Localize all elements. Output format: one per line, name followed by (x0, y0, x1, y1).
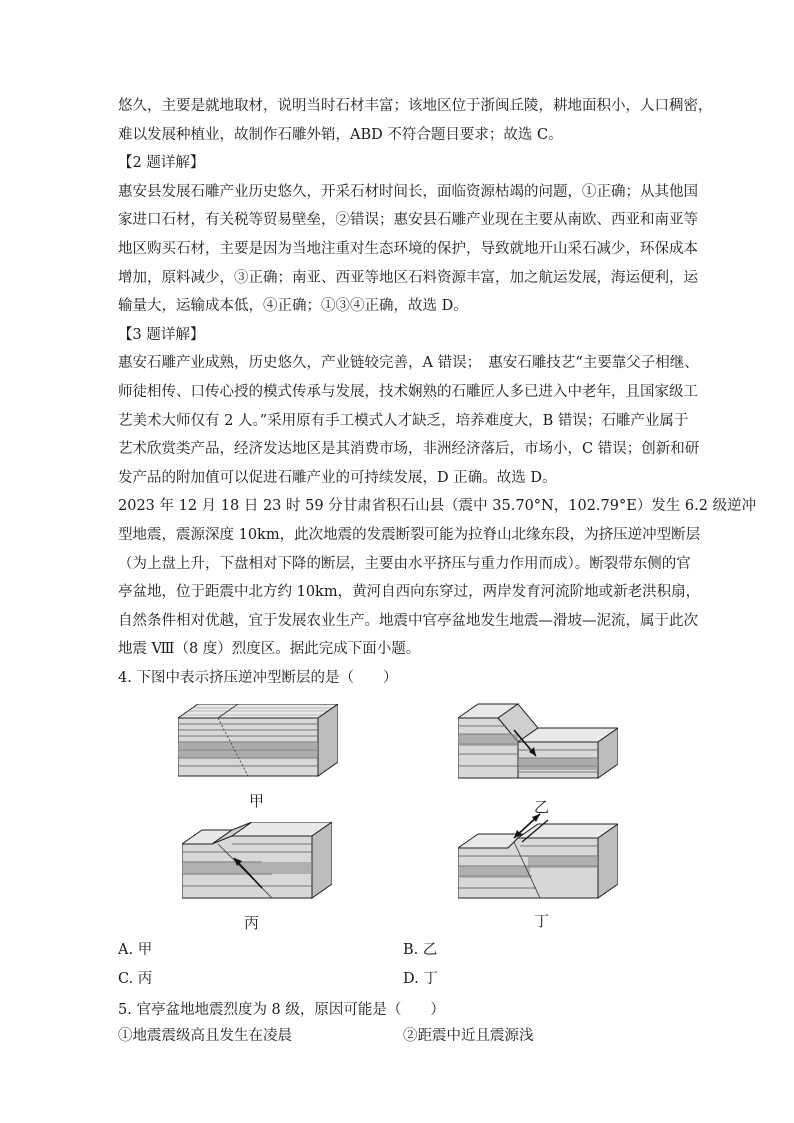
q5-stem: 5. 官亭盆地地震烈度为 8 级，原因可能是（ ） (118, 1001, 445, 1018)
label-ding: 丁 (534, 912, 550, 931)
q4-option-b[interactable]: B. 乙 (403, 942, 438, 959)
text-line: 地区购买石材，主要是因为当地注重对生态环境的保护，导致就地开山采石减少，环保成本 (118, 240, 698, 257)
text-line: 2023 年 12 月 18 日 23 时 59 分甘肃省积石山县（震中 35.70°N，102.79°E）发生 6.2 级逆冲 (118, 498, 757, 515)
text-line: 发产品的附加值可以促进石雕产业的可持续发展，D 正确。故选 D。 (118, 469, 557, 486)
fault-diagram-yi (458, 700, 618, 786)
fault-figure (118, 704, 688, 936)
text-line: 难以发展种植业，故制作石雕外销，ABD 不符合题目要求；故选 C。 (118, 126, 563, 143)
text-line: 悠久，主要是就地取材，说明当时石材丰富；该地区位于浙闽丘陵，耕地面积小，人口稠密， (118, 98, 713, 114)
text-line: 艺美术大师仅有 2 人。”采用原有手工模式人才缺乏，培养难度大，B 错误；石雕产业属于 (118, 412, 689, 429)
text-line: 输量大，运输成本低，④正确；①③④正确，故选 D。 (118, 298, 468, 315)
q4-options (118, 938, 688, 1052)
text-line: 4. 下图中表示挤压逆冲型断层的是（ ） (118, 669, 398, 686)
label-jia: 甲 (249, 792, 265, 811)
q4-option-d[interactable]: D. 丁 (403, 971, 438, 988)
text-line: 【3 题详解】 (118, 326, 205, 343)
text-line: 亭盆地，位于距震中北方约 10km，黄河自西向东穿过，两岸发育河流阶地或新老洪积扇， (118, 584, 701, 601)
body-text (118, 92, 757, 692)
text-line: （为上盘上升，下盘相对下降的断层，主要由水平挤压与重力作用而成）。断裂带东侧的官 (118, 555, 691, 572)
text-line: 自然条件相对优越，宜于发展农业生产。地震中官亭盆地发生地震—滑坡—泥流，属于此次 (118, 612, 698, 629)
text-line: 型地震，震源深度 10km，此次地震的发震断裂可能为拉脊山北缘东段，为挤压逆冲型断层 (118, 526, 701, 543)
text-line: 惠安县发展石雕产业历史悠久，开采石材时间长，面临资源枯竭的问题，①正确；从其他国 (118, 183, 698, 200)
text-line: 家进口石材，有关税等贸易壁垒，②错误；惠安县石雕产业现在主要从南欧、西亚和南亚等 (118, 212, 698, 229)
label-bing: 丙 (244, 914, 260, 933)
text-line: 地震 Ⅷ（8 度）烈度区。据此完成下面小题。 (118, 641, 421, 658)
fault-diagram-bing (182, 822, 332, 904)
text-line: 师徒相传、口传心授的模式传承与发展，技术娴熟的石雕匠人多已进入中老年，且国家级工 (118, 383, 698, 400)
q4-option-a[interactable]: A. 甲 (118, 942, 153, 959)
fault-diagram-jia (178, 704, 338, 784)
text-line: 惠安石雕产业成熟，历史悠久，产业链较完善，A 错误； 惠安石雕技艺“主要靠父子相继、 (118, 355, 699, 372)
q5-item-1[interactable]: ①地震震级高且发生在凌晨 (118, 1028, 292, 1045)
text-line: 增加，原料减少，③正确；南亚、西亚等地区石料资源丰富，加之航运发展，海运便利，运 (118, 269, 698, 286)
fault-diagram-ding (458, 812, 618, 906)
text-line: 【2 题详解】 (118, 155, 205, 172)
page-content (118, 92, 757, 1053)
text-line: 艺术欣赏类产品，经济发达地区是其消费市场，非洲经济落后，市场小，C 错误；创新和研 (118, 441, 700, 458)
q4-option-c[interactable]: C. 丙 (118, 971, 153, 988)
q5-item-2[interactable]: ②距震中近且震源浅 (403, 1028, 534, 1045)
label-yi: 乙 (534, 798, 550, 817)
